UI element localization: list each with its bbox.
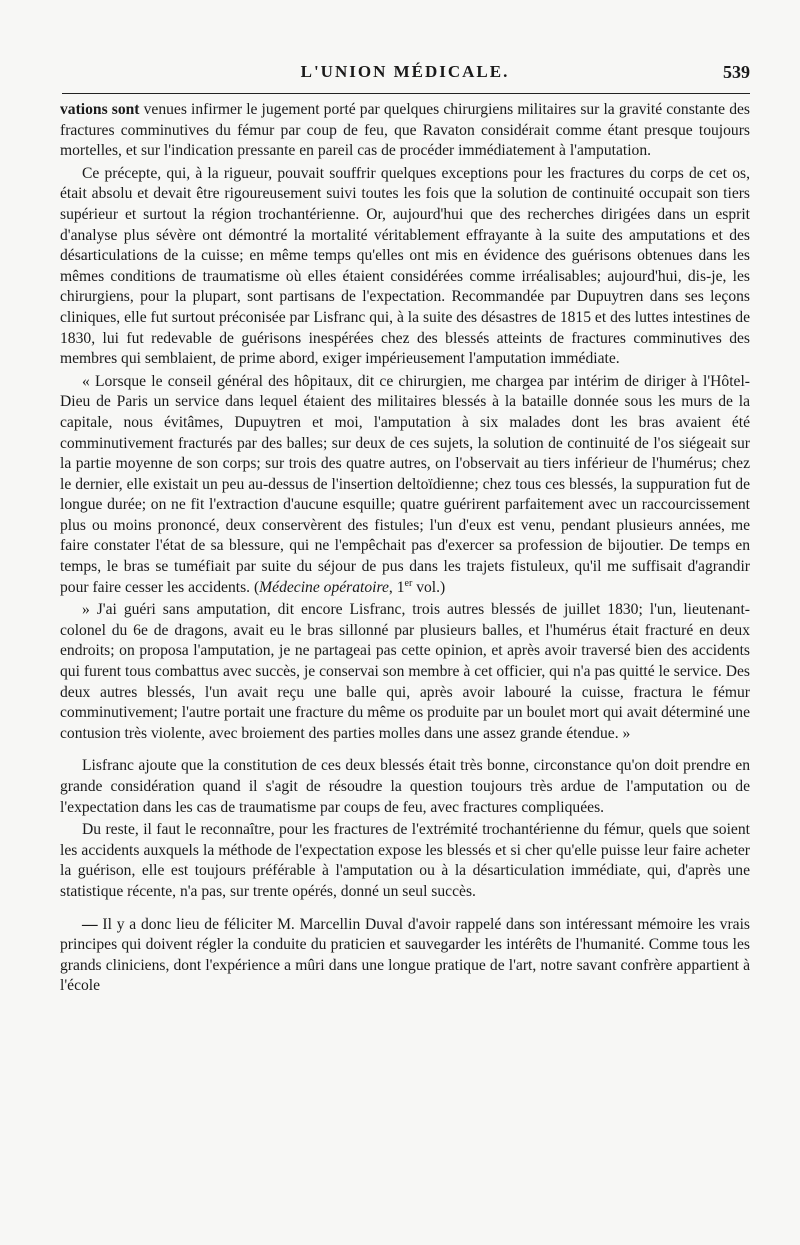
paragraph-3 (60, 372, 750, 599)
header-rule (62, 93, 750, 94)
paragraph-7-text: Il y a donc lieu de féliciter M. Marcellin Duval d'avoir rappelé dans son intéressant mémoire les vrais principes qui doivent régler la conduite du praticien et sauvegarder les intérêts de l'humanité. Comme tous les grands cliniciens, dont l'expérience a mûri dans une longue pratique de l'art, notre savant confrère appartient à l'école (60, 915, 750, 995)
paragraph-7-dash: — (82, 915, 103, 933)
paragraph-5: Lisfranc ajoute que la constitution de ces deux blessés était très bonne, circonstance qu'on doit prendre en grande considération quand il s'agit de résoudre la question toujours très ardue de l'amputation ou de l'expectation dans les cas de traumatisme par coups de feu, avec fractures compliquées. (60, 757, 750, 816)
paragraph-3-text: « Lorsque le conseil général des hôpitaux, dit ce chirurgien, me chargea par intérim de diriger à l'Hôtel-Dieu de Paris un service dans lequel étaient des militaires blessés à la bataille donnée sous les murs de la capitale, nous évitâmes, Dupuytren et moi, l'amputation à six malades dont les bras avaient été comminutivement fracturés par des balles; sur deux de ces sujets, la solution de continuité de l'os siégeait sur la partie moyenne de son corps; sur trois des quatre autres, on l'observait au tiers inférieur de l'humérus; chez le dernier, elle existait un peu au-dessus de l'insertion deltoïdienne; chez tous ces blessés, la suppuration fut de longue durée; on ne fit l'extraction d'aucune esquille; quatre guérirent parfaitement avec un raccourcissement plus ou moins prononcé, deux conservèrent des fistules; l'un d'eux est venu, pendant plusieurs années, me faire constater l'état de sa blessure, qui ne l'empêchait pas d'exercer sa profession de bijoutier. De temps en temps, le bras se tuméfiait par suite du séjour de pus dans les trajets fistuleux, qu'il me suffisait d'agrandir pour faire cesser les accidents. ( (60, 372, 750, 596)
paragraph-1-lead: vations sont (60, 101, 140, 118)
paragraph-1 (60, 100, 750, 162)
running-head (60, 60, 750, 86)
paragraph-1-text: venues infirmer le jugement porté par quelques chirurgiens militaires sur la gravité constante des fractures comminutives du fémur par coup de feu, que Ravaton considérait comme étant presque toujours mortelles, et sur l'indication pressante en pareil cas de procéder immédiatement à l'amputation. (60, 101, 750, 160)
citation-volume-number: , 1 (388, 578, 405, 596)
citation-volume-superscript: er (404, 577, 413, 589)
citation-volume-end: vol.) (412, 578, 446, 596)
paragraph-4: » J'ai guéri sans amputation, dit encore Lisfranc, trois autres blessés de juillet 1830; l'un, lieutenant-colonel du 6e de dragons, avait eu le bras sillonné par plusieurs balles, et l'humérus était fracturé en deux endroits; on proposa l'amputation, je ne partageai pas cette opinion, et après avoir traversé bien des accidents qui furent tous combattus avec succès, je conservai son membre à cet officier, qui n'a pas quitté le service. Des deux autres blessés, l'un avait reçu une balle qui, après avoir labouré la cuisse, fractura le fémur comminutivement; l'autre portait une fracture du même os produite par un boulet mort qui avait déterminé une contusion très violente, avec broiement des parties molles dans une assez grande étendue. » (60, 601, 750, 742)
paragraph-2: Ce précepte, qui, à la rigueur, pouvait souffrir quelques exceptions pour les fractures du corps de cet os, était absolu et devait être rigoureusement suivi toutes les fois que la solution de continuité occupait son tiers supérieur et surtout la région trochantérienne. Or, aujourd'hui que des recherches dirigées dans un esprit d'analyse plus sévère ont démontré la mortalité véritablement effrayante à la suite des amputations et des désarticulations de la cuisse; en même temps qu'elles ont mis en évidence des guérisons obtenues dans les mêmes conditions de traumatisme où elles étaient considérées comme irréalisables; aujourd'hui, dis-je, les chirurgiens, pour la plupart, sont partisans de l'expectation. Recommandée par Dupuytren dans ses leçons cliniques, elle fut surtout préconisée par Lisfranc qui, à la suite des désastres de 1815 et des luttes intestines de 1830, lui fut redevable de guérisons inespérées chez des blessés atteints de fractures comminutives des membres qui semblaient, de prime abord, exiger impérieusement l'amputation immédiate. (60, 164, 750, 368)
citation-title: Médecine opératoire (259, 578, 389, 596)
page-number: 539 (723, 62, 750, 82)
article-body (60, 100, 750, 997)
paragraph-6: Du reste, il faut le reconnaître, pour les fractures de l'extrémité trochantérienne du fémur, quels que soient les accidents auxquels la méthode de l'expectation expose les blessés et si cher qu'elle puisse leur faire acheter la guérison, elle est toujours préférable à l'amputation ou à la désarticulation immédiate, qui, d'après une statistique récente, n'a pas, sur trente opérés, donné un seul succès. (60, 821, 750, 900)
citation-volume (389, 579, 445, 596)
journal-title: L'UNION MÉDICALE. (300, 62, 510, 81)
paragraph-7 (60, 915, 750, 997)
